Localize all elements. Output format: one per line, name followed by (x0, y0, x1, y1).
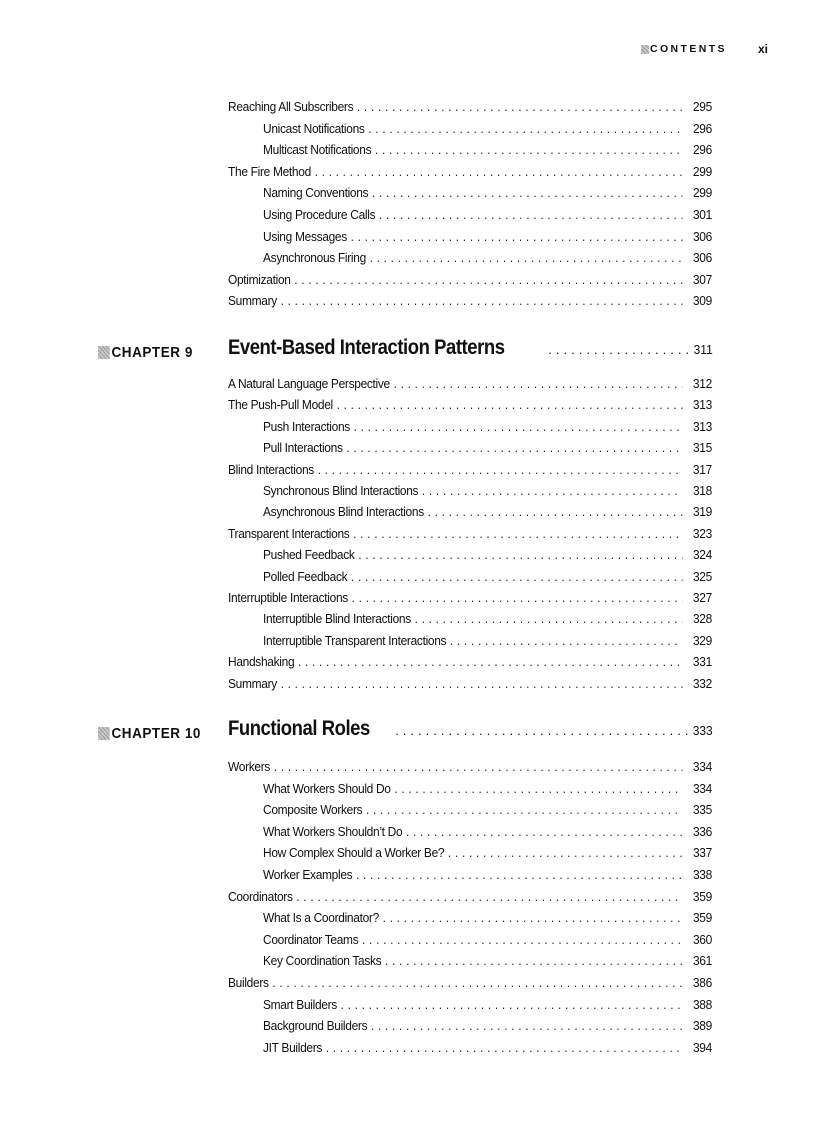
toc-entry (263, 419, 712, 434)
chapter-label (98, 344, 193, 361)
toc-entry-page: 360 (692, 931, 712, 947)
leader-dots (358, 547, 682, 562)
leader-dots (385, 953, 682, 968)
toc-entry-title: Composite Workers (263, 802, 363, 818)
toc-entry (263, 611, 712, 626)
toc-entry-page: 307 (692, 271, 712, 287)
leader-dots (296, 889, 682, 904)
leader-dots (281, 293, 683, 308)
toc-entry-page: 295 (692, 99, 712, 114)
toc-entry-title: Handshaking (228, 654, 295, 670)
toc-entry-title: Pushed Feedback (263, 547, 355, 563)
toc-entry-page: 334 (692, 759, 712, 774)
toc-entry-title: Transparent Interactions (228, 525, 350, 541)
toc-entry-title: Asynchronous Firing (263, 250, 366, 266)
leader-dots (371, 1018, 683, 1033)
toc-entry-title: Push Interactions (263, 418, 350, 434)
toc-entry-title: Summary (228, 675, 277, 691)
toc-entry (263, 121, 712, 136)
running-header (0, 40, 816, 60)
toc-entry-title: Summary (228, 293, 277, 309)
toc-entry-title: Interruptible Transparent Interactions (263, 632, 447, 648)
toc-entry (228, 654, 712, 669)
toc-entry-page: 338 (692, 867, 712, 882)
chapter-title: Event-Based Interaction Patterns (228, 336, 505, 359)
chapter-title-row (228, 336, 713, 360)
shade-marker-icon (641, 45, 649, 54)
leader-dots (379, 207, 683, 222)
toc-entry (228, 590, 712, 605)
toc-entry-title: Smart Builders (263, 996, 337, 1012)
toc-entry-page: 329 (692, 632, 712, 648)
toc-entry-title: What Is a Coordinator? (263, 910, 379, 926)
toc-entry-page: 361 (692, 953, 712, 969)
leader-dots (351, 229, 683, 244)
toc-entry (263, 142, 712, 157)
toc-entry (228, 99, 712, 114)
toc-entry (263, 781, 712, 796)
toc-entry-title: Coordinator Teams (263, 931, 359, 947)
toc-entry-title: Optimization (228, 271, 291, 287)
toc-entry (263, 185, 712, 200)
toc-entry-title: Unicast Notifications (263, 120, 365, 136)
toc-entry-title: What Workers Should Do (263, 780, 391, 796)
leader-dots (357, 99, 683, 114)
toc-entry-title: Blind Interactions (228, 461, 314, 477)
toc-entry-page: 306 (692, 250, 712, 266)
shade-marker-icon (98, 346, 110, 359)
leader-dots (383, 910, 683, 925)
leader-dots (422, 483, 683, 498)
toc-entry (263, 997, 712, 1012)
toc-entry-page: 318 (692, 483, 712, 498)
toc-entry-title: What Workers Shouldn’t Do (263, 823, 403, 839)
toc-entry (263, 910, 712, 925)
toc-entry (263, 633, 712, 648)
toc-entry-title: Using Messages (263, 228, 347, 244)
toc-entry-title: Worker Examples (263, 867, 353, 882)
leader-dots (281, 676, 683, 691)
toc-entry-title: Pull Interactions (263, 440, 343, 456)
chapter-10-heading (0, 717, 816, 747)
toc-entry (263, 229, 712, 244)
toc-entry-page: 324 (692, 547, 712, 563)
leader-dots (368, 121, 682, 136)
leader-dots (341, 997, 683, 1012)
toc-entry (263, 440, 712, 455)
leader-dots (346, 440, 682, 455)
toc-entry-title: Multicast Notifications (263, 142, 372, 158)
leader-dots (395, 723, 689, 738)
toc-entry-title: Background Builders (263, 1018, 368, 1034)
toc-entry-title: Workers (228, 759, 271, 774)
toc-entry-title: Interruptible Interactions (228, 590, 348, 605)
toc-entry (263, 250, 712, 265)
toc-entry-page: 394 (692, 1039, 712, 1055)
toc-entry-page: 296 (692, 120, 712, 136)
toc-entry-page: 317 (692, 461, 712, 477)
toc-entry-page: 334 (692, 780, 712, 796)
toc-entry-page: 313 (692, 397, 712, 413)
toc-entry-title: How Complex Should a Worker Be? (263, 845, 445, 861)
toc-entry-title: Interruptible Blind Interactions (263, 611, 411, 627)
toc-entry (228, 164, 712, 179)
toc-entry-page: 335 (692, 802, 712, 818)
toc-entry-title: Builders (228, 975, 269, 990)
toc-entry-page: 359 (692, 888, 712, 904)
leader-dots (375, 142, 683, 157)
leader-dots (353, 526, 682, 541)
toc-entry-page: 359 (692, 910, 712, 926)
toc-entry (263, 802, 712, 817)
toc-entry-page: 331 (692, 654, 712, 670)
toc-entry-page: 323 (692, 525, 712, 541)
toc-entry-title: Coordinators (228, 888, 293, 904)
toc-entry-page: 296 (692, 142, 712, 158)
header-page-number: xi (758, 42, 769, 56)
toc-entry (228, 975, 712, 990)
toc-entry (228, 272, 712, 287)
toc-entry-title: The Fire Method (228, 163, 311, 179)
chapter-title-row (228, 717, 713, 741)
leader-dots (372, 185, 683, 200)
toc-entry (263, 1018, 712, 1033)
toc-entry (263, 824, 712, 839)
leader-dots (450, 633, 683, 648)
leader-dots (272, 975, 682, 990)
leader-dots (326, 1040, 683, 1055)
chapter-page-number: 311 (693, 342, 713, 357)
toc-entry-page: 301 (692, 207, 712, 222)
chapter-page-number: 333 (693, 723, 713, 738)
toc-entry (228, 759, 712, 774)
toc-entry-page: 336 (692, 823, 712, 839)
leader-dots (354, 419, 683, 434)
toc-entry-page: 315 (692, 440, 712, 456)
toc-entry (263, 547, 712, 562)
toc-entry-page: 319 (692, 504, 712, 520)
toc-entry-title: A Natural Language Perspective (228, 376, 390, 391)
toc-entry (263, 207, 712, 222)
leader-dots (352, 590, 683, 605)
leader-dots (298, 654, 683, 669)
leader-dots (394, 376, 683, 391)
toc-entry (263, 953, 712, 968)
toc-entry (263, 504, 712, 519)
toc-entry-page: 312 (692, 376, 712, 391)
leader-dots (448, 845, 683, 860)
toc-entry-page: 299 (692, 163, 712, 179)
leader-dots (415, 611, 683, 626)
leader-dots (351, 569, 683, 584)
toc-entry (228, 293, 712, 308)
toc-entry-title: Naming Conventions (263, 185, 369, 201)
toc-entry-title: Polled Feedback (263, 568, 348, 584)
toc-entry (263, 483, 712, 498)
leader-dots (356, 867, 683, 882)
chapter-number: CHAPTER 10 (111, 725, 201, 742)
header-section-label: CONTENTS (650, 43, 727, 55)
running-header-section (641, 43, 727, 55)
toc-entry (228, 397, 712, 412)
toc-entry-page: 386 (692, 975, 712, 990)
leader-dots (362, 932, 682, 947)
toc-entry-page: 306 (692, 228, 712, 244)
leader-dots (370, 250, 683, 265)
toc-entry (228, 889, 712, 904)
leader-dots (366, 802, 683, 817)
toc-entry (228, 376, 712, 391)
toc-entry (228, 462, 712, 477)
toc-entry-title: Key Coordination Tasks (263, 953, 382, 969)
toc-entry-title: Synchronous Blind Interactions (263, 483, 419, 498)
leader-dots (428, 504, 683, 519)
toc-entry-title: JIT Builders (263, 1039, 323, 1055)
leader-dots (394, 781, 682, 796)
toc-entry (263, 867, 712, 882)
chapter-9-heading (0, 336, 816, 366)
toc-entry-title: The Push-Pull Model (228, 397, 333, 413)
toc-entry (263, 932, 712, 947)
leader-dots (315, 164, 683, 179)
toc-entry (263, 845, 712, 860)
toc-entry-title: Using Procedure Calls (263, 207, 376, 222)
leader-dots (548, 342, 690, 357)
chapter-label (98, 725, 201, 742)
leader-dots (318, 462, 683, 477)
shade-marker-icon (98, 727, 110, 740)
leader-dots (274, 759, 683, 774)
toc-entry (228, 676, 712, 691)
toc-entry-page: 309 (692, 293, 712, 309)
toc-entry (263, 1040, 712, 1055)
toc-entry-page: 325 (692, 568, 712, 584)
toc-entry-page: 337 (692, 845, 712, 861)
toc-entry (228, 526, 712, 541)
toc-entry (263, 569, 712, 584)
chapter-title: Functional Roles (228, 717, 370, 740)
leader-dots (294, 272, 682, 287)
toc-entry-page: 327 (692, 590, 712, 605)
leader-dots (337, 397, 683, 412)
toc-entry-page: 299 (692, 185, 712, 201)
leader-dots (406, 824, 683, 839)
toc-entry-title: Asynchronous Blind Interactions (263, 504, 424, 520)
chapter-number: CHAPTER 9 (111, 344, 193, 361)
toc-entry-page: 388 (692, 996, 712, 1012)
toc-entry-page: 328 (692, 611, 712, 627)
toc-entry-page: 332 (692, 675, 712, 691)
toc-entry-title: Reaching All Subscribers (228, 99, 354, 114)
toc-entry-page: 313 (692, 418, 712, 434)
toc-entry-page: 389 (692, 1018, 712, 1034)
